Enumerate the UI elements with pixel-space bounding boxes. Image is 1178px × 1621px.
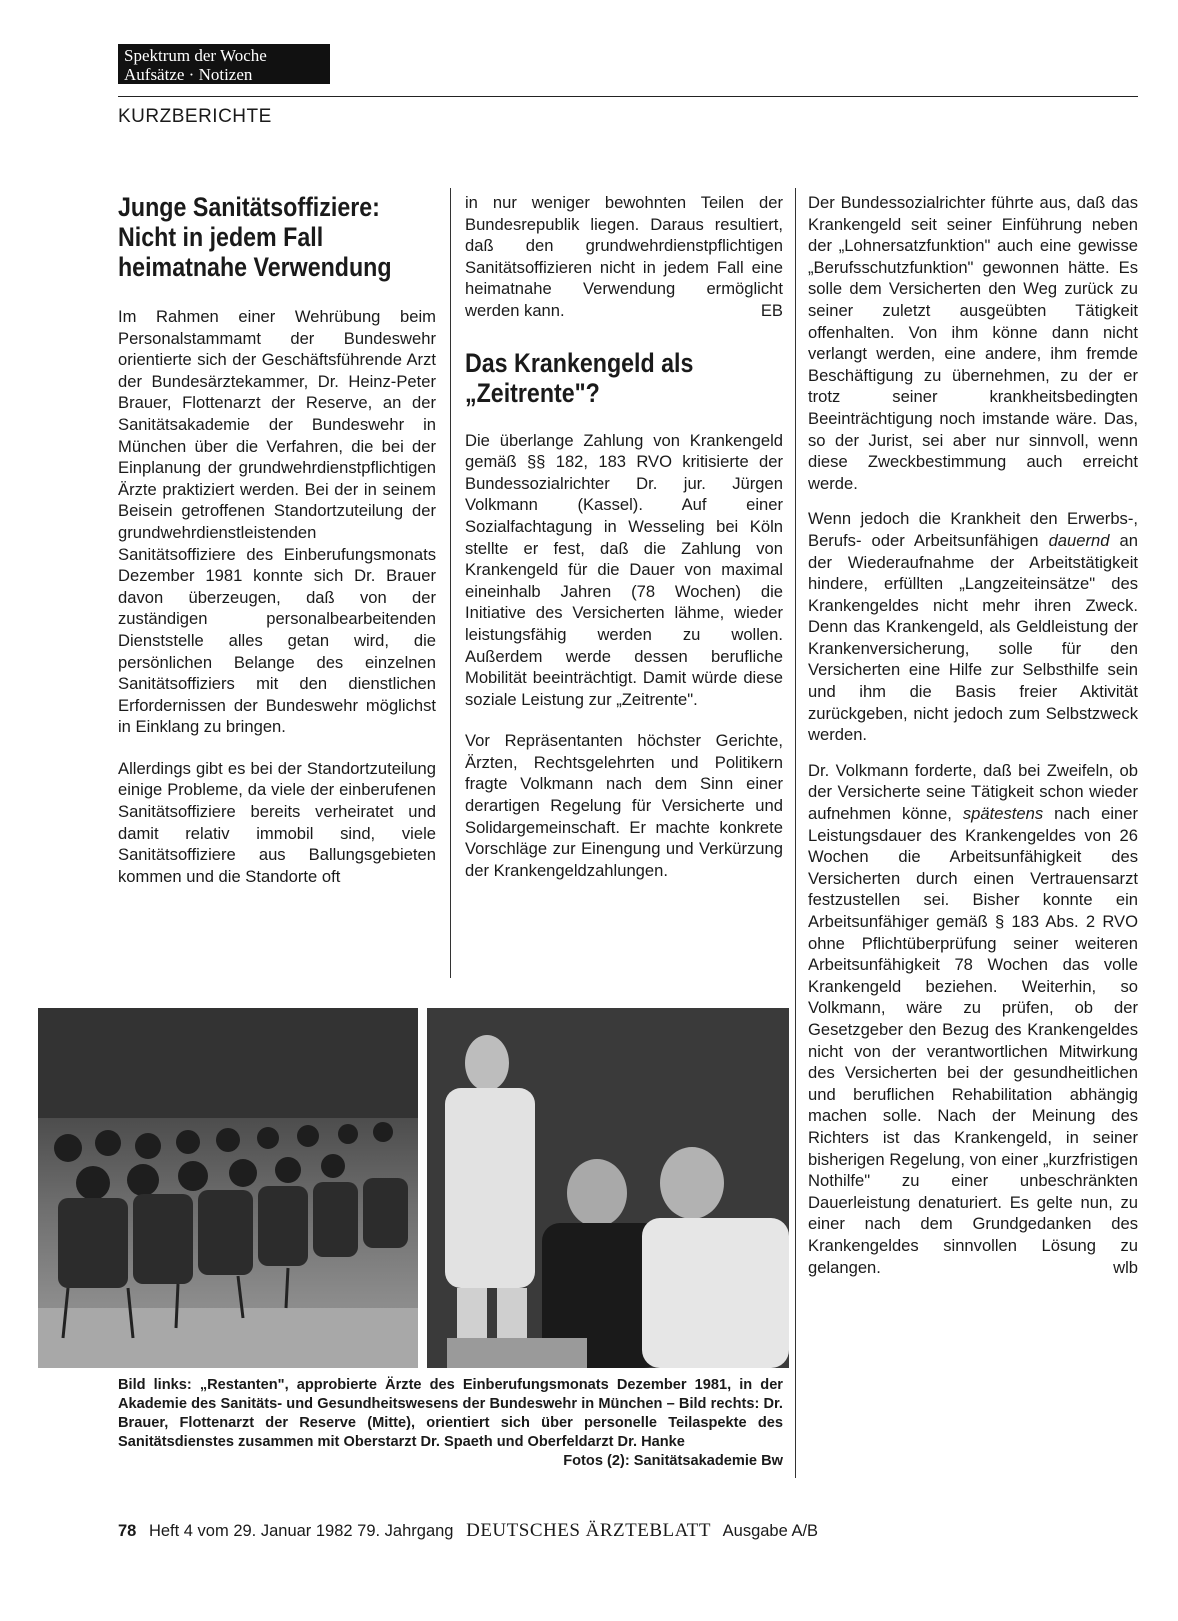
article2-paragraph-3: Der Bundessozialrichter führte aus, daß das Krankengeld seit seiner Einführung neben der „Lohnersatzfunktion" auch eine gewisse „Berufsschutzfunktion" gewonnen hätte. Es solle dem Versicherten den Weg zurück zu seiner zuletzt ausgeübten Tätigkeit offenhalten. Von ihm könne dann nicht verlangt werden, eine andere, ihm fremde Beschäftigung zu übernehmen, zu der er trotz seiner krankheitsbedingten Beeinträchtigung noch imstande wäre. Das, so der Jurist, sei aber nur sinnvoll, wenn diese Zweckbestimmung auch erreicht werde.	[808, 193, 1138, 493]
p4-part-b: an der Wiederaufnahme der Arbeitstätigkeit hindere, erfüllten „Langzeiteinsätze" des Krankengeldes nicht mehr ihren Zweck. Denn das Krankengeld, als Geldleistung der Krankenversicherung, solle für den Versicherten eine Hilfe zur Selbsthilfe sein und ihm die Basis freier Aktivität zurückgeben, nicht jedoch zum Selbstzweck werden.	[808, 530, 1139, 745]
p5-emphasis: spätestens	[962, 804, 1044, 824]
badge-line-1: Spektrum der Woche	[124, 46, 267, 65]
article2-paragraph-5	[808, 760, 1138, 1278]
header-rule	[118, 96, 1138, 97]
page-number: 78	[118, 1522, 137, 1540]
column-3	[808, 192, 1138, 1292]
article1-paragraph-3-text: in nur weniger bewohnten Teilen der Bundesrepublik liegen. Daraus resultiert, daß den grundwehrdienstpflichtigen Sanitätsoffizieren nicht in jedem Fall eine heimatnahe Verwendung ermöglicht werden kann.	[465, 193, 783, 320]
article2-signature: wlb	[1113, 1257, 1138, 1277]
section-badge	[118, 44, 330, 84]
p5-part-b: nach einer Leistungsdauer des Krankengeldes von 26 Wochen die Arbeitsunfähigkeit des Versicherten durch einen Vertrauensarzt festzustellen sei. Bisher konnte ein Arbeitsunfähiger gemäß § 183 Abs. 2 RVO ohne Pflichtüberprüfung seiner weiteren Arbeitsunfähigkeit 78 Wochen das volle Krankengeld beziehen. Weiterhin, so Volkmann, wäre zu prüfen, ob der Gesetzgeber den Bezug des Krankengeldes nicht von der verantwortlichen Mitwirkung des Versicherten bei der gesundheitlichen und beruflichen Rehabilitation abhängig machen solle. Nach der Meinung des Richters ist das Krankengeld, in seiner bisherigen Regelung, von einer „kurzfristigen Nothilfe" zu einer unbeschränkten Dauerleistung denaturiert. Es gelte nun, zu einer nach dem Grundgedanken des Krankengeldes sinnvollen Lösung zu gelangen.	[808, 804, 1139, 1277]
p4-emphasis: dauernd	[1048, 530, 1110, 550]
magazine-name: DEUTSCHES ÄRZTEBLATT	[466, 1520, 711, 1541]
article1-signature: EB	[760, 300, 783, 320]
badge-line-2: Aufsätze · Notizen	[124, 65, 253, 84]
column-rule-1	[450, 188, 451, 978]
edition-info: Ausgabe A/B	[722, 1522, 819, 1540]
article2-paragraph-4	[808, 508, 1138, 746]
page-footer	[118, 1520, 1138, 1542]
article1-paragraph-2: Allerdings gibt es bei der Standortzuteilung einige Probleme, da viele der einberufenen Sanitätsoffiziere bereits verheiratet und damit relativ immobil sind, viele Sanitätsoffiziere aus Ballungsgebieten kommen und die Standorte oft	[118, 758, 436, 886]
article2-paragraph-1: Die überlange Zahlung von Krankengeld gemäß §§ 182, 183 RVO kritisierte der Bundessozialrichter Dr. jur. Jürgen Volkmann (Kassel). Auf einer Sozialfachtagung in Wesseling bei Köln stellte er fest, daß die Zahlung von Krankengeld für die Dauer von maximal eineinhalb Jahren (78 Wochen) die Initiative des Versicherten lähme, wieder leistungsfähig werden zu wollen. Außerdem werde dessen berufliche Mobilität beeinträchtigt. Damit würde diese soziale Leistung zur „Zeitrente".	[465, 430, 783, 709]
article2-title: Das Krankengeld als „Zeitrente"?	[465, 347, 694, 408]
column-1	[118, 192, 436, 907]
photo-officers-drawing	[427, 1008, 789, 1368]
caption-text: Bild links: „Restanten", approbierte Ärzte des Einberufungsmonats Dezember 1981, in der Akademie des Sanitäts- und Gesundheitswesens der Bundeswehr in München – Bild rechts: Dr. Brauer, Flottenarzt der Reserve (Mitte), orientiert sich über personelle Teilaspekte des Sanitätsdienstes zusammen mit Oberstarzt Dr. Spaeth und Oberfeldarzt Dr. Hanke	[118, 1377, 783, 1450]
photo-audience	[38, 1008, 418, 1368]
article1-paragraph-3	[465, 192, 783, 322]
issue-info: Heft 4 vom 29. Januar 1982 79. Jahrgang	[148, 1522, 454, 1540]
article2-paragraph-2: Vor Repräsentanten höchster Gerichte, Ärzten, Rechtsgelehrten und Politikern fragte Volkmann nach dem Sinn einer derartigen Regelung für Versicherte und Solidargemeinschaft. Er machte konkrete Vorschläge zur Einengung und Verkürzung der Krankengeldzahlungen.	[465, 731, 783, 880]
photo-officers	[427, 1008, 789, 1368]
photo-caption	[118, 1376, 783, 1471]
section-label: KURZBERICHTE	[118, 106, 272, 127]
photo-credit: Fotos (2): Sanitätsakademie Bw	[563, 1453, 783, 1469]
photo-audience-drawing	[38, 1008, 418, 1368]
column-rule-2	[795, 188, 796, 1478]
p5-part-a: Dr. Volkmann forderte, daß bei Zweifeln, ob der Versicherte seine Tätigkeit schon wieder aufnehmen könne,	[808, 760, 1138, 824]
p4-part-a: Wenn jedoch die Krankheit den Erwerbs-, Berufs- oder Arbeitsunfähigen	[808, 509, 1138, 550]
article1-paragraph-1: Im Rahmen einer Wehrübung beim Personalstammamt der Bundeswehr orientierte sich der Geschäftsführende Arzt der Bundesärztekammer, Dr. Heinz-Peter Brauer, Flottenarzt der Reserve, an der Sanitätsakademie der Bundeswehr in München über die Verfahren, die bei der Einplanung der grundwehrdienstpflichtigen Ärzte praktiziert werden. Bei der in seinem Beisein getroffenen Standortzuteilung der grundwehrdienstleistenden Sanitätsoffiziere des Einberufungsmonats Dezember 1981 konnte sich Dr. Brauer davon überzeugen, daß von der zuständigen personalbearbeitenden Dienststelle alles getan wird, die persönlichen Belange des einzelnen Sanitätsoffiziers mit den dienstlichen Erfordernissen der Bundeswehr möglichst in Einklang zu bringen.	[118, 307, 436, 737]
column-2	[465, 192, 783, 901]
article1-title: Junge Sanitätsoffiziere: Nicht in jedem Fall heimatnahe Verwendung	[118, 192, 392, 282]
